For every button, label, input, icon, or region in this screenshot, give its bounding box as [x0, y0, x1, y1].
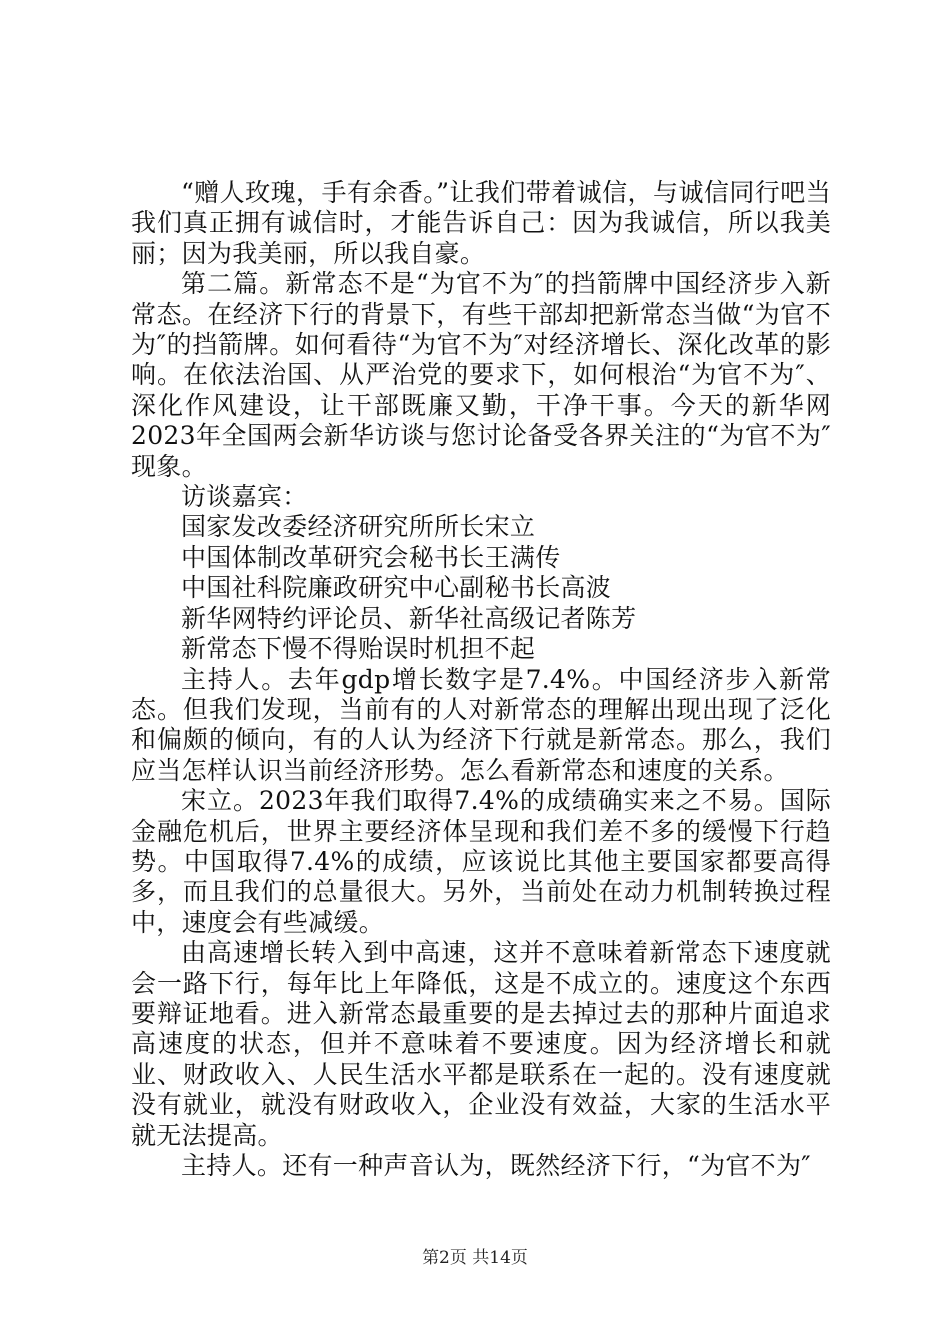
- page-number-footer: 第2页 共14页: [422, 1248, 528, 1268]
- guest-gao-bo: 中国社科院廉政研究中心副秘书长高波: [181, 573, 612, 603]
- guest-chen-fang: 新华网特约评论员、新华社高级记者陈芳: [181, 603, 637, 633]
- section-subheading: 新常态下慢不得贻误时机担不起: [181, 634, 536, 664]
- guest-wang-manchuan: 中国体制改革研究会秘书长王满传: [181, 542, 561, 572]
- paragraph-second-article-intro: 第二篇。新常态不是“为官不为″的挡箭牌中国经济步入新常态。在经济下行的背景下，有些干部却把新常态当做“为官不为″的挡箭牌。如何看待“为官不为″对经济增长、深化改革的影响。在依法治国、从严治党的要求下，如何根治“为官不为″、深化作风建设，让干部既廉又勤，干净干事。今天的新华网2023年全国两会新华访谈与您讨论备受各界关注的“为官不为″现象。: [131, 269, 831, 481]
- guest-song-li: 国家发改委经济研究所所长宋立: [181, 512, 536, 542]
- paragraph-guests-heading: 访谈嘉宾：: [181, 482, 308, 512]
- paragraph-host-question-2: 主持人。还有一种声音认为，既然经济下行，“为官不为″: [181, 1151, 811, 1180]
- paragraph-song-li-answer: 宋立。2023年我们取得7.4%的成绩确实来之不易。国际金融危机后，世界主要经济体呈现和我们差不多的缓慢下行趋势。中国取得7.4%的成绩，应该说比其他主要国家都要高得多，而且我们的总量很大。另外，当前处在动力机制转换过程中，速度会有些减缓。: [131, 786, 831, 937]
- paragraph-speed-discussion: 由高速增长转入到中高速，这并不意味着新常态下速度就会一路下行，每年比上年降低，这是不成立的。速度这个东西要辩证地看。进入新常态最重要的是去掉过去的那种片面追求高速度的状态，但并不意味着不要速度。因为经济增长和就业、财政收入、人民生活水平都是联系在一起的。没有速度就没有就业，就没有财政收入，企业没有效益，大家的生活水平就无法提高。: [131, 938, 831, 1150]
- document-body: [131, 178, 831, 1181]
- paragraph-closing-quote: “赠人玫瑰，手有余香。”让我们带着诚信，与诚信同行吧当我们真正拥有诚信时，才能告诉自己：因为我诚信，所以我美丽；因为我美丽，所以我自豪。: [131, 178, 831, 268]
- paragraph-host-question-1: 主持人。去年gdp增长数字是7.4%。中国经济步入新常态。但我们发现，当前有的人对新常态的理解出现出现了泛化和偏颇的倾向，有的人认为经济下行就是新常态。那么，我们应当怎样认识当前经济形势。怎么看新常态和速度的关系。: [131, 664, 831, 785]
